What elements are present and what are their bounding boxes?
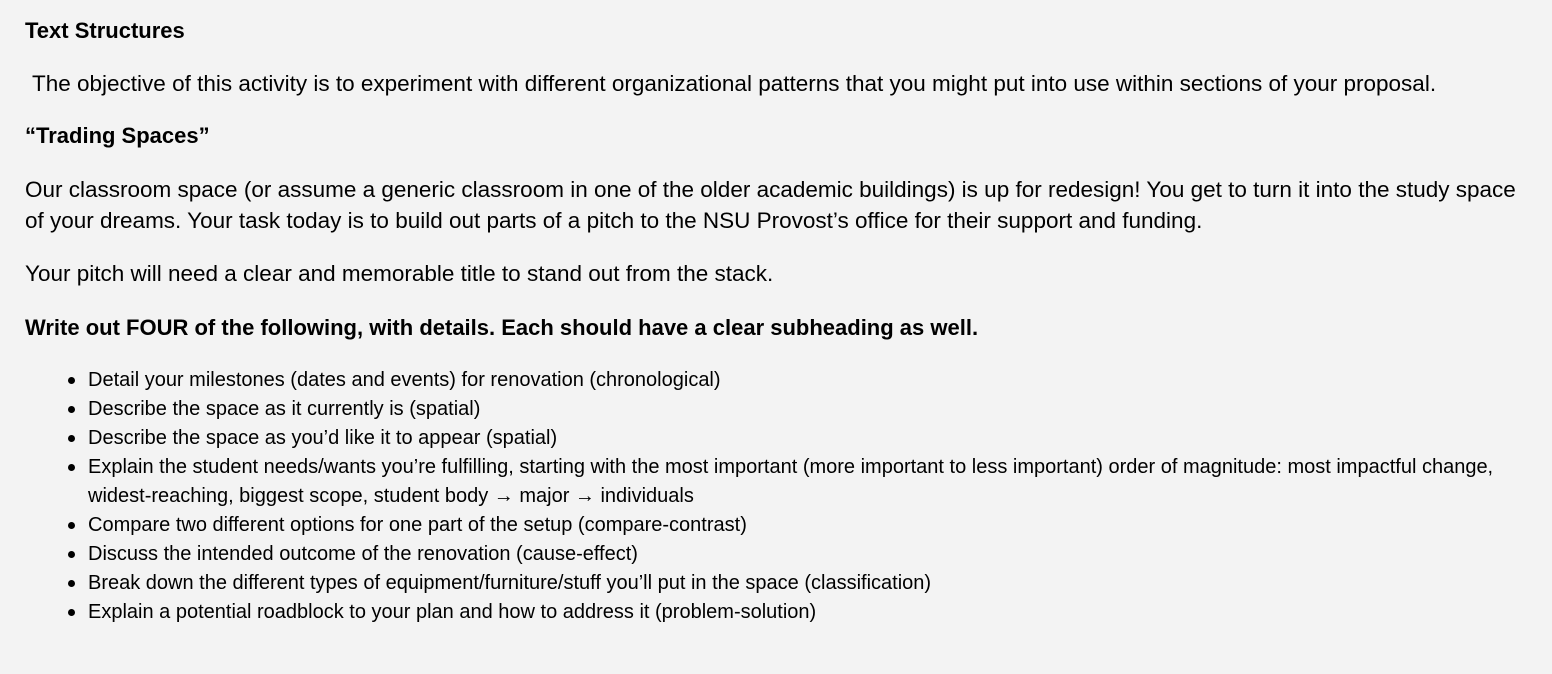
list-item-text: Discuss the intended outcome of the renovation (cause-effect) (88, 543, 638, 565)
bullet-icon (68, 580, 75, 587)
list-item-text: Describe the space as you’d like it to appear (spatial) (88, 427, 558, 449)
list-item-text: Describe the space as it currently is (spatial) (88, 398, 481, 420)
task-list (25, 366, 1527, 627)
bullet-icon (68, 551, 75, 558)
bullet-icon (68, 464, 75, 471)
list-item (88, 395, 1527, 424)
bullet-icon (68, 406, 75, 413)
list-item (88, 424, 1527, 453)
pitch-note-paragraph: Your pitch will need a clear and memorable title to stand out from the stack. (25, 261, 774, 286)
bullet-icon (68, 435, 75, 442)
list-item (88, 598, 1527, 627)
list-item (88, 453, 1527, 511)
list-item-text: Explain a potential roadblock to your plan and how to address it (problem-solution) (88, 601, 817, 623)
bullet-icon (68, 609, 75, 616)
list-item (88, 511, 1527, 540)
list-item-text: Compare two different options for one part of the setup (compare-contrast) (88, 514, 747, 536)
intro-paragraph: Our classroom space (or assume a generic classroom in one of the older academic buildings) is up for redesign! You get to turn it into the study space of your dreams. Your task today is to build out parts of a pitch to the NSU Provost’s office for their support and funding. (25, 177, 1516, 233)
list-item (88, 366, 1527, 395)
list-item-text: Break down the different types of equipment/furniture/stuff you’ll put in the space (classification) (88, 572, 932, 594)
list-item (88, 540, 1527, 569)
document-title: Text Structures (25, 18, 185, 43)
bullet-icon (68, 377, 75, 384)
list-item-text: Explain the student needs/wants you’re fulfilling, starting with the most important (more important to less important) order of magnitude: most impactful change, widest-reaching, biggest scope, student body → major → individuals (88, 456, 1494, 507)
list-item (88, 569, 1527, 598)
objective-paragraph: The objective of this activity is to experiment with different organizational patterns that you might put into use within sections of your proposal. (32, 71, 1437, 96)
instructions-heading: Write out FOUR of the following, with details. Each should have a clear subheading as well. (25, 315, 979, 340)
section-title: “Trading Spaces” (25, 123, 210, 148)
bullet-icon (68, 522, 75, 529)
list-item-text: Detail your milestones (dates and events) for renovation (chronological) (88, 369, 721, 391)
